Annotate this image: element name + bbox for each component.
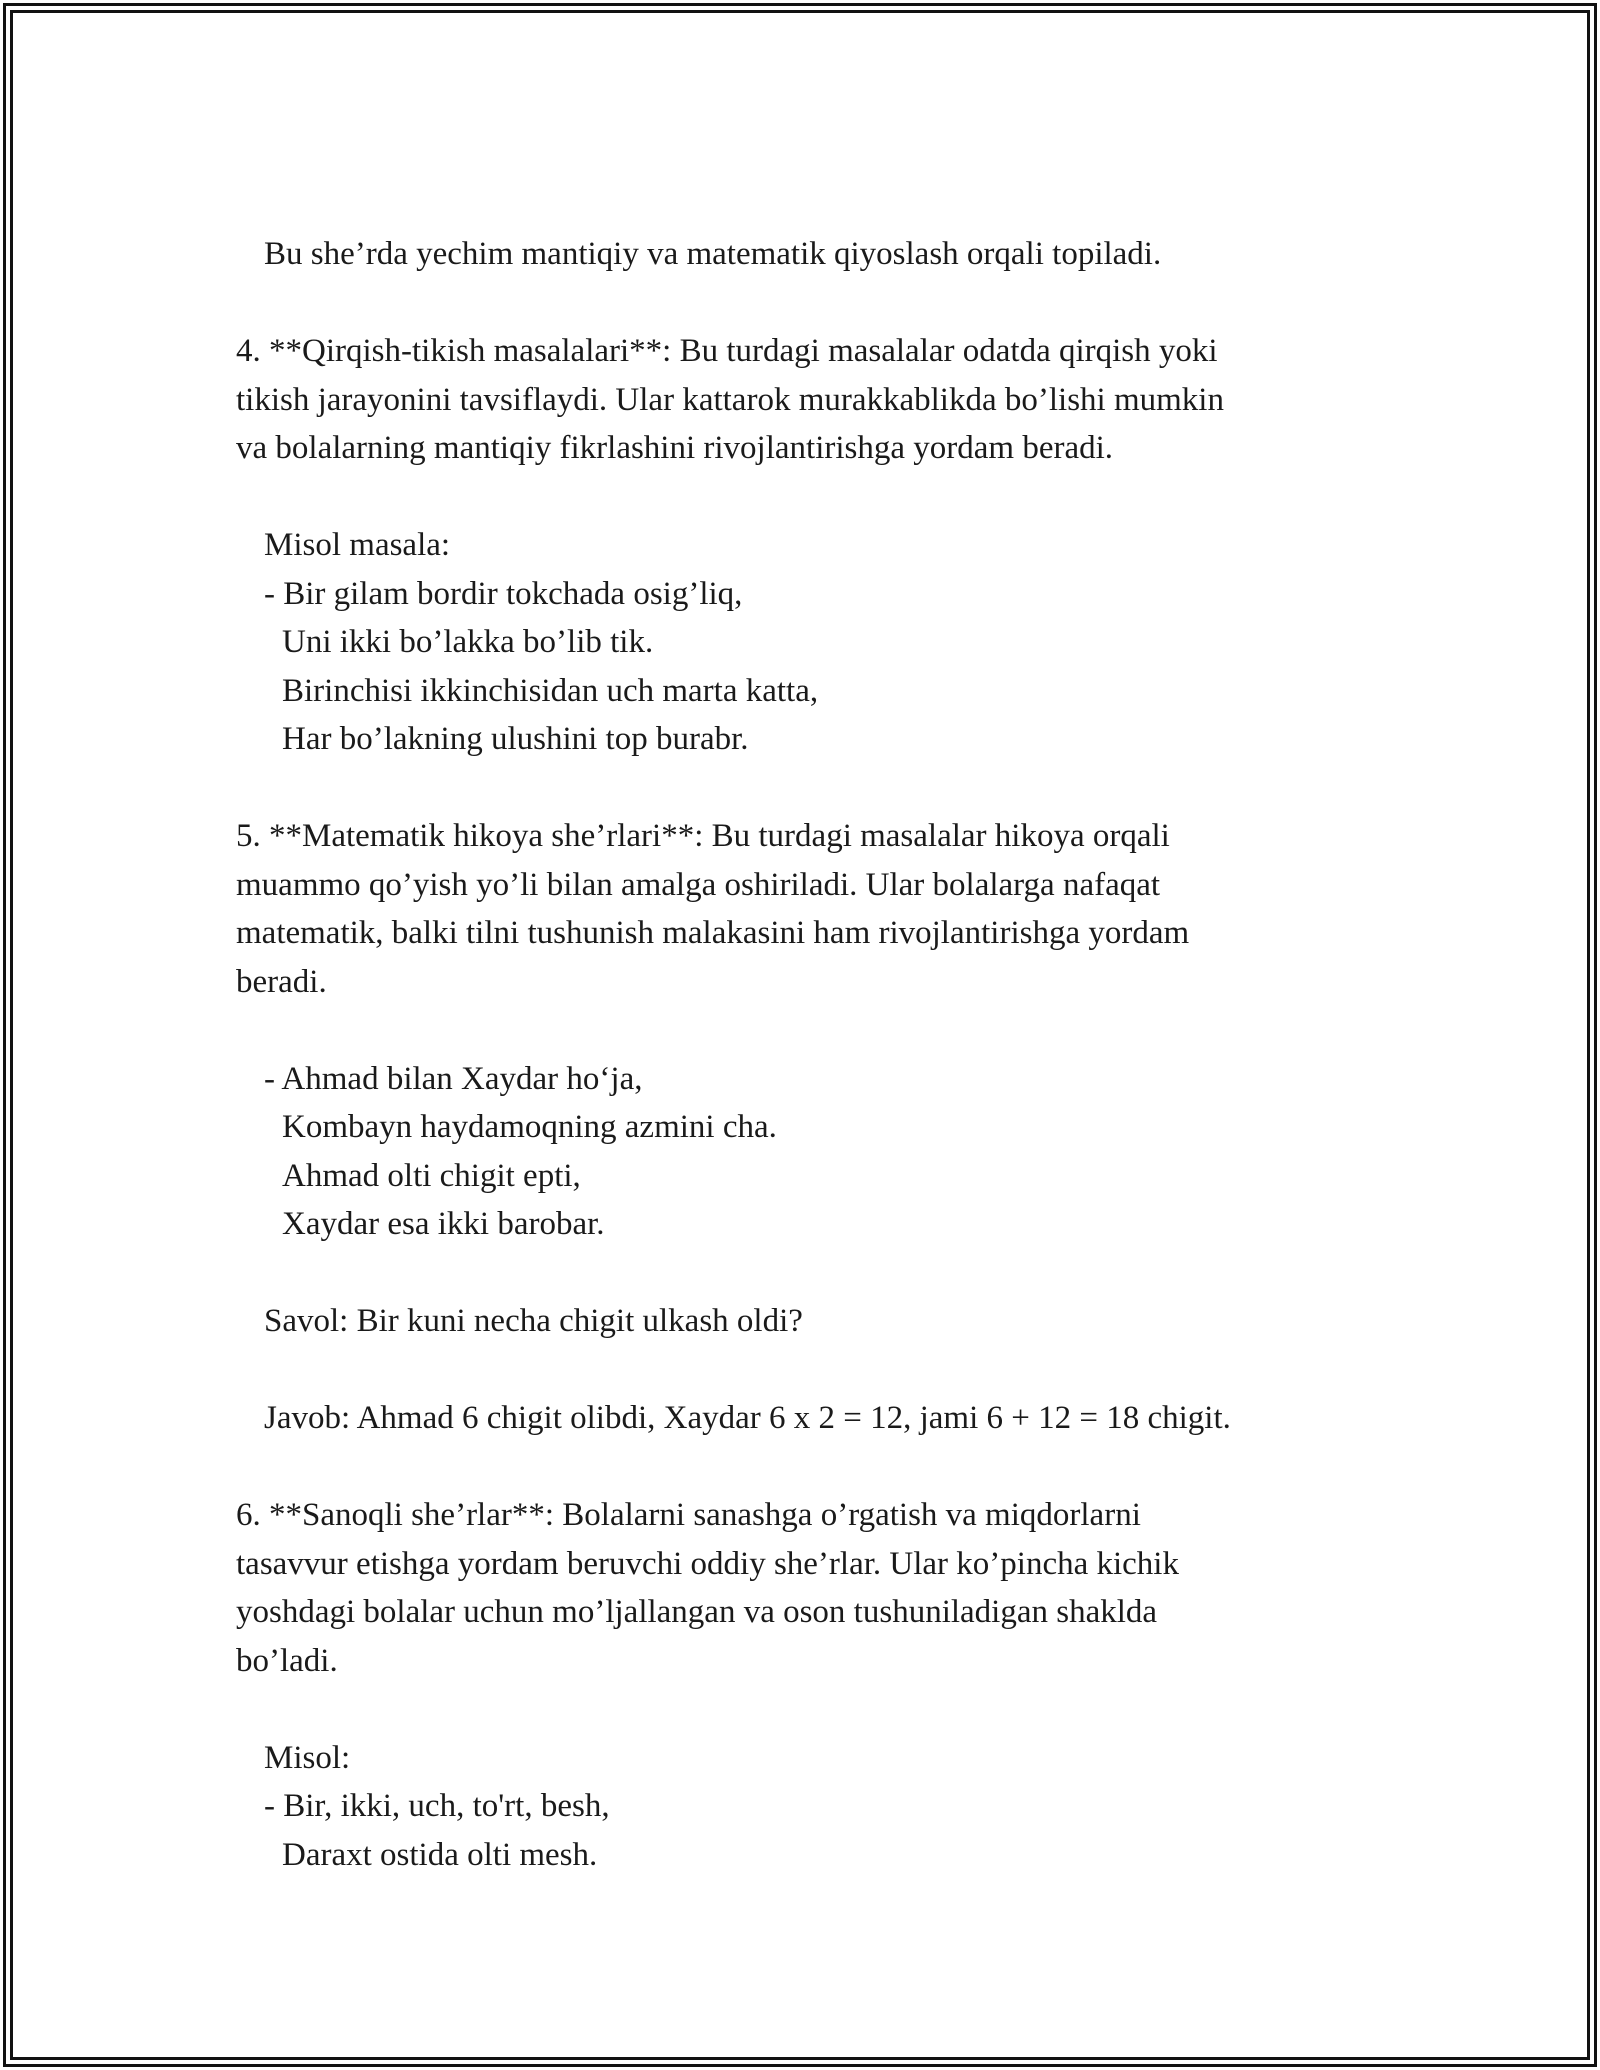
poem-line: - Bir gilam bordir tokchada osig’liq, (264, 575, 743, 612)
poem-line: Uni ikki bo’lakka bo’lib tik. (282, 624, 654, 660)
section-4 (236, 327, 1366, 764)
section-5-line: beradi. (236, 963, 327, 1000)
section-5-line: muammo qo’yish yo’li bilan amalga oshiriladi. Ular bolalarga nafaqat (236, 866, 1161, 903)
intro-line: Bu she’rda yechim mantiqiy va matematik qiyoslash orqali topiladi. (264, 236, 1162, 272)
section-6-line: 6. **Sanoqli she’rlar**: Bolalarni sanashga o’rgatish va miqdorlarni (236, 1497, 1141, 1533)
poem-line: Birinchisi ikkinchisidan uch marta katta, (282, 672, 819, 709)
section-5-line: matematik, balki tilni tushunish malakasini ham rivojlantirishga yordam (236, 915, 1190, 951)
spacer (236, 279, 1366, 328)
spacer (236, 1346, 1366, 1395)
answer-line: Javob: Ahmad 6 chigit olibdi, Xaydar 6 x 2 = 12, jami 6 + 12 = 18 chigit. (264, 1400, 1231, 1436)
document-body (236, 230, 1366, 1879)
example-label: Misol: (264, 1739, 351, 1776)
spacer (236, 1249, 1366, 1298)
spacer (236, 764, 1366, 813)
poem-line: Har bo’lakning ulushini top burabr. (282, 721, 749, 757)
spacer (236, 1685, 1366, 1734)
poem-line: - Ahmad bilan Xaydar ho‘ja, (264, 1060, 643, 1097)
section-5 (236, 812, 1366, 1443)
poem-line: Daraxt ostida olti mesh. (282, 1836, 598, 1873)
section-6-line: bo’ladi. (236, 1642, 338, 1679)
section-4-line: va bolalarning mantiqiy fikrlashini rivojlantirishga yordam beradi. (236, 430, 1114, 466)
section-6-line: yoshdagi bolalar uchun mo’ljallangan va oson tushuniladigan shaklda (236, 1594, 1158, 1630)
poem-line: Ahmad olti chigit epti, (282, 1157, 581, 1194)
spacer (236, 1443, 1366, 1492)
poem-line: Xaydar esa ikki barobar. (282, 1206, 605, 1242)
section-4-line: 4. **Qirqish-tikish masalalari**: Bu turdagi masalalar odatda qirqish yoki (236, 333, 1218, 369)
section-6 (236, 1491, 1366, 1879)
section-5-line: 5. **Matematik hikoya she’rlari**: Bu turdagi masalalar hikoya orqali (236, 818, 1170, 854)
question-line: Savol: Bir kuni necha chigit ulkash oldi? (264, 1303, 803, 1339)
spacer (236, 473, 1366, 522)
example-label: Misol masala: (264, 527, 451, 563)
section-6-line: tasavvur etishga yordam beruvchi oddiy she’rlar. Ular ko’pincha kichik (236, 1545, 1179, 1582)
poem-line: - Bir, ikki, uch, to'rt, besh, (264, 1788, 610, 1824)
poem-line: Kombayn haydamoqning azmini cha. (282, 1109, 777, 1145)
section-4-line: tikish jarayonini tavsiflaydi. Ular kattarok murakkablikda bo’lishi mumkin (236, 381, 1224, 418)
spacer (236, 1006, 1366, 1055)
